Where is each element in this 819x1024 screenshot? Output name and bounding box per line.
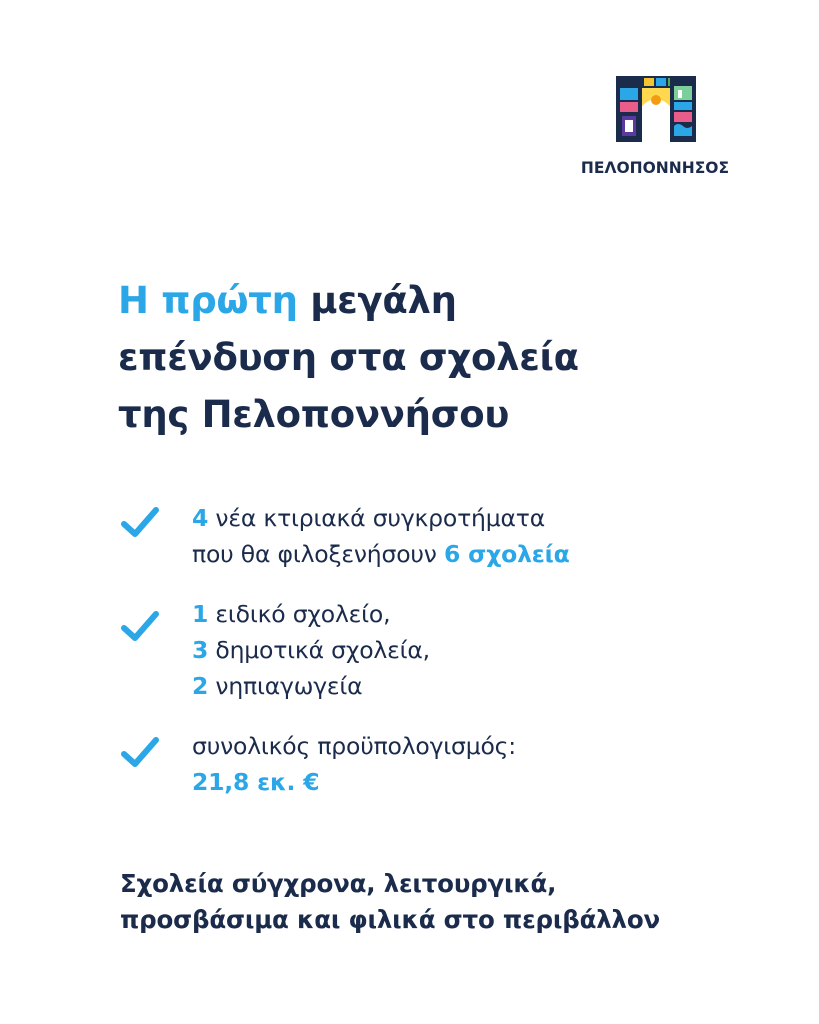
- bullet-text: [192, 500, 752, 572]
- bullet-number: 6 σχολεία: [443, 540, 570, 568]
- bullet-line: που θα φιλοξενήσουν: [192, 540, 444, 568]
- headline-line3: της Πελοποννήσου: [118, 393, 510, 436]
- bullet-line: νηπιαγωγεία: [208, 672, 363, 700]
- budget-amount: 21,8 εκ. €: [192, 768, 320, 796]
- checkmark-icon: [120, 502, 160, 542]
- headline-accent: Η πρώτη: [118, 279, 298, 322]
- bullet-number: 2: [192, 672, 209, 700]
- bullet-number: 4: [192, 504, 209, 532]
- footer-line1: Σχολεία σύγχρονα, λειτουργικά,: [120, 869, 557, 898]
- bullet-line: συνολικός προϋπολογισμός:: [192, 732, 516, 760]
- bullet-text: [192, 596, 752, 704]
- bullet-line: νέα κτιριακά συγκροτήματα: [208, 504, 546, 532]
- logo-text: ΠΕΛΟΠΟΝΝΗΣΟΣ: [580, 159, 730, 177]
- checkmark-icon: [120, 606, 160, 646]
- footer-tagline: [120, 866, 800, 938]
- peloponnese-arch-logo-icon: [616, 76, 696, 142]
- headline: [118, 272, 758, 443]
- bullet-line: ειδικό σχολείο,: [208, 600, 391, 628]
- headline-line1-rest: μεγάλη: [297, 279, 457, 322]
- bullet-number: 1: [192, 600, 209, 628]
- footer-line2: προσβάσιμα και φιλικά στο περιβάλλον: [120, 905, 660, 934]
- bullet-line: δημοτικά σχολεία,: [208, 636, 430, 664]
- bullet-text: [192, 728, 752, 800]
- checkmark-icon: [120, 732, 160, 772]
- bullet-number: 3: [192, 636, 209, 664]
- headline-line2: επένδυση στα σχολεία: [118, 336, 579, 379]
